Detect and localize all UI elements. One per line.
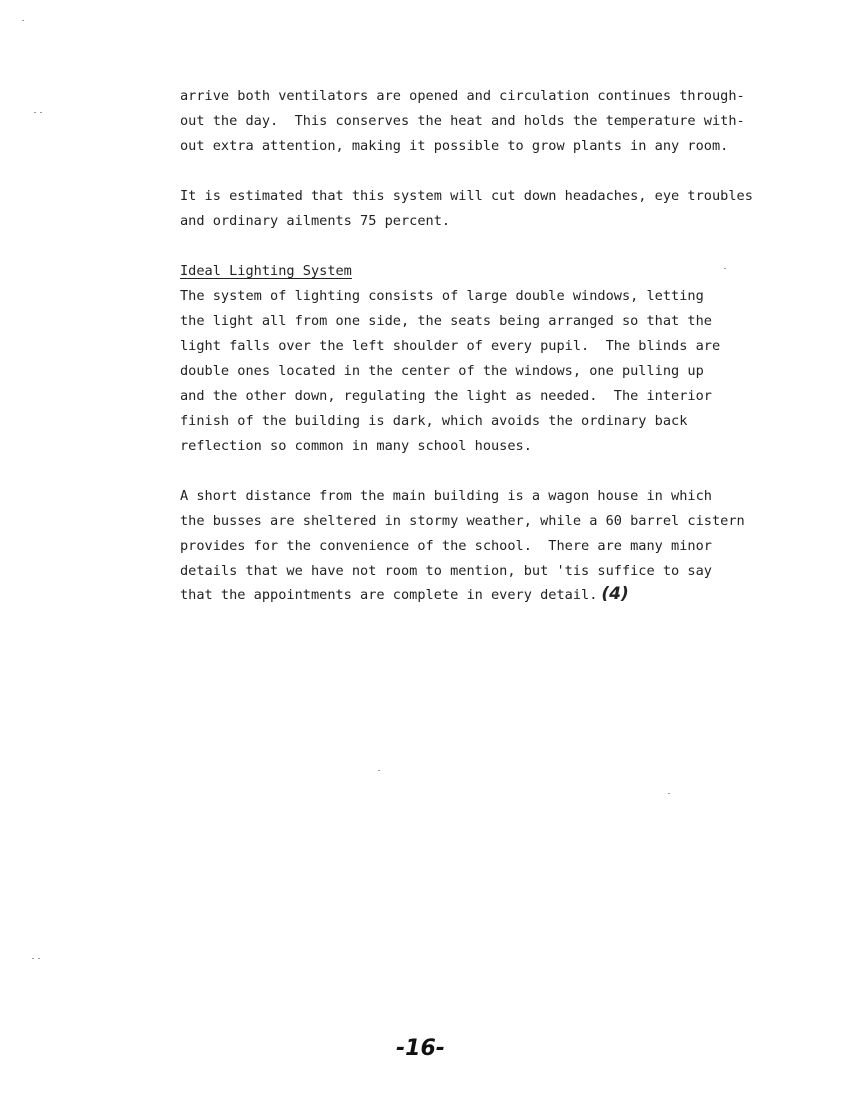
paragraph-4-line-5-text: that the appointments are complete in every detail. (180, 587, 598, 603)
page-number: -16- (396, 1036, 445, 1061)
scan-speck (40, 112, 42, 113)
scan-speck (724, 268, 726, 269)
scan-speck (38, 958, 40, 959)
paragraph-1-line-2: out the day. This conserves the heat and holds the temperature with- (180, 113, 745, 129)
paragraph-3-line-4: double ones located in the center of the windows, one pulling up (180, 363, 704, 379)
paragraph-4-line-4: details that we have not room to mention, but 'tis suffice to say (180, 563, 712, 579)
footnote-mark: (4) (601, 584, 629, 604)
paragraph-4-line-1: A short distance from the main building is a wagon house in which (180, 488, 712, 504)
paragraph-1-line-1: arrive both ventilators are opened and circulation continues through- (180, 88, 745, 104)
paragraph-4-line-5 (180, 586, 629, 603)
paragraph-2-line-1: It is estimated that this system will cut down headaches, eye troubles (180, 188, 753, 204)
paragraph-3-line-2: the light all from one side, the seats being arranged so that the (180, 313, 712, 329)
section-heading: Ideal Lighting System (180, 263, 352, 279)
paragraph-1-line-3: out extra attention, making it possible to grow plants in any room. (180, 138, 729, 154)
paragraph-3-line-7: reflection so common in many school houses. (180, 438, 532, 454)
scan-speck (378, 770, 380, 771)
paragraph-3-line-5: and the other down, regulating the light as needed. The interior (180, 388, 712, 404)
scan-speck (668, 793, 670, 794)
paragraph-3-line-1: The system of lighting consists of large double windows, letting (180, 288, 704, 304)
paragraph-3-line-6: finish of the building is dark, which avoids the ordinary back (180, 413, 688, 429)
paragraph-4-line-3: provides for the convenience of the school. There are many minor (180, 538, 712, 554)
scan-speck (32, 958, 34, 959)
paragraph-2-line-2: and ordinary ailments 75 percent. (180, 213, 451, 229)
paragraph-3-line-3: light falls over the left shoulder of every pupil. The blinds are (180, 338, 721, 354)
paragraph-4-line-2: the busses are sheltered in stormy weather, while a 60 barrel cistern (180, 513, 745, 529)
scan-speck (34, 112, 36, 113)
scan-speck (22, 20, 24, 21)
